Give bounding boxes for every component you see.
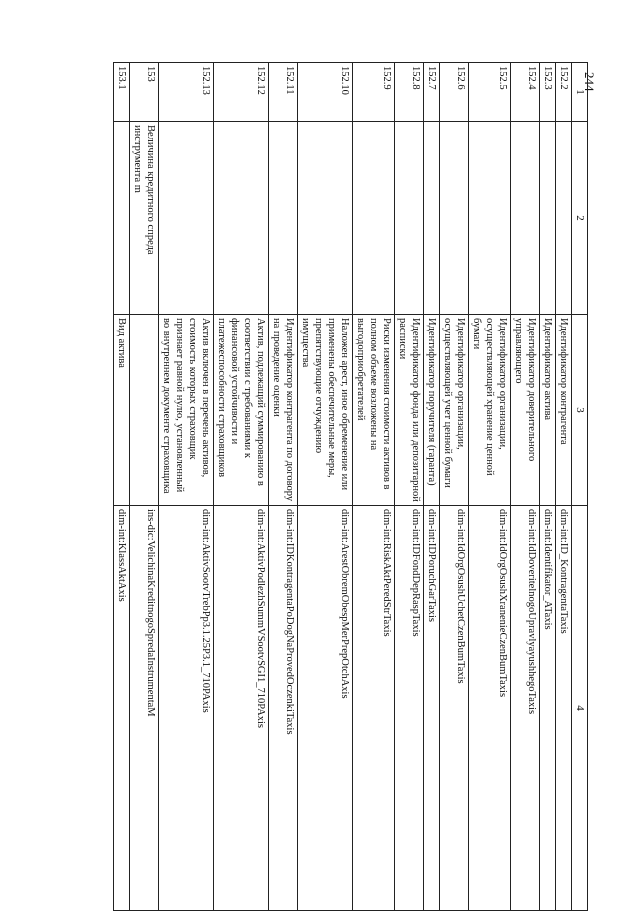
row-code-cell: 152.7: [424, 63, 440, 122]
row-axis-cell: dim-int:IdOrgOsushUchetCzenBumTaxis: [440, 506, 469, 911]
row-description-cell: Актив включен в перечень активов, стоимость которых страховщик признает равной нулю, установленный во внутреннем документе страховщика: [159, 315, 214, 506]
row-code-cell: 152.10: [298, 63, 353, 122]
row-code-cell: 152.5: [469, 63, 511, 122]
page-number: 244: [582, 72, 597, 92]
table-row: [130, 63, 159, 911]
row-description-cell: Идентификатор поручителя (гаранта): [424, 315, 440, 506]
header-cell-3: 3: [572, 315, 588, 506]
header-cell-4: 4: [572, 506, 588, 911]
row-axis-cell: dim-int:ArestObremObespMerPrepOtchAxis: [298, 506, 353, 911]
row-code-cell: 152.4: [511, 63, 540, 122]
row-code-cell: 152.11: [269, 63, 298, 122]
row-name-cell: [511, 122, 540, 315]
row-name-cell: [440, 122, 469, 315]
row-description-cell: Идентификатор организации, осуществляющей учет ценной бумаги: [440, 315, 469, 506]
row-description-cell: Наложен арест, иное обременение или применены обеспечительные меры, препятствующие отчуждению имущества: [298, 315, 353, 506]
row-description-cell: Идентификатор фонда или депозитарной расписки: [395, 315, 424, 506]
table-row: [269, 63, 298, 911]
row-description-cell: Идентификатор актива: [540, 315, 556, 506]
row-description-cell: Идентификатор организации, осуществляющей хранение ценной бумаги: [469, 315, 511, 506]
header-cell-1: 1: [572, 63, 588, 122]
row-name-cell: [159, 122, 214, 315]
row-code-cell: 152.2: [556, 63, 572, 122]
row-code-cell: 152.13: [159, 63, 214, 122]
table-row: [214, 63, 269, 911]
row-axis-cell: dim-int:IDFondDepRaspTaxis: [395, 506, 424, 911]
table-row: [540, 63, 556, 911]
row-code-cell: 152.8: [395, 63, 424, 122]
row-description-cell: [130, 315, 159, 506]
row-code-cell: 152.9: [353, 63, 395, 122]
row-code-cell: 152.6: [440, 63, 469, 122]
row-description-cell: Вид актива: [114, 315, 130, 506]
row-axis-cell: dim-int:Identifikator_ATaxis: [540, 506, 556, 911]
row-axis-cell: dim-int:IDPoruchGarTaxis: [424, 506, 440, 911]
row-name-cell: [353, 122, 395, 315]
row-axis-cell: dim-int:AktivSootvTrebPp3.1.25P3.1_710PAxis: [159, 506, 214, 911]
row-axis-cell: dim-int:RiskAktPeredStrTaxis: [353, 506, 395, 911]
row-name-cell: [556, 122, 572, 315]
table-row: [114, 63, 130, 911]
row-name-cell: Величина кредитного спреда инструмента m: [130, 122, 159, 315]
row-axis-cell: dim-int:IDKontragentaPoDogNaProvedOczenkiTaxis: [269, 506, 298, 911]
row-description-cell: Идентификатор доверительного управляющего: [511, 315, 540, 506]
row-name-cell: [269, 122, 298, 315]
table-row: [469, 63, 511, 911]
row-description-cell: Идентификатор контрагента: [556, 315, 572, 506]
row-name-cell: [469, 122, 511, 315]
row-name-cell: [395, 122, 424, 315]
header-cell-2: 2: [572, 122, 588, 315]
row-code-cell: 152.12: [214, 63, 269, 122]
row-name-cell: [540, 122, 556, 315]
table-row: [298, 63, 353, 911]
rotated-table-container: [60, 62, 588, 882]
table-row: [511, 63, 540, 911]
table-row: [353, 63, 395, 911]
table-header-row: [572, 63, 588, 911]
row-name-cell: [114, 122, 130, 315]
row-axis-cell: dim-int:KlassAktAxis: [114, 506, 130, 911]
row-name-cell: [298, 122, 353, 315]
row-name-cell: [424, 122, 440, 315]
row-description-cell: Риски изменения стоимости активов в полном объеме возложены на выгодоприобретателей: [353, 315, 395, 506]
data-table: [113, 62, 588, 911]
row-name-cell: [214, 122, 269, 315]
table-row: [556, 63, 572, 911]
row-axis-cell: dim-int:AktivPodlezhSummVSootvSGI1_710PAxis: [214, 506, 269, 911]
table-row: [159, 63, 214, 911]
row-axis-cell: ins-dic:VelichinaKreditnogoSpredaInstrumentaM: [130, 506, 159, 911]
row-code-cell: 153: [130, 63, 159, 122]
row-axis-cell: dim-int:IdDoveritelnogoUpravlyayushhegoTaxis: [511, 506, 540, 911]
row-description-cell: Актив, подлежащий суммированию в соответствии с требованиями к финансовой устойчивости и платежеспособности страховщиков: [214, 315, 269, 506]
row-description-cell: Идентификатор контрагента по договору на проведение оценки: [269, 315, 298, 506]
table-row: [395, 63, 424, 911]
row-code-cell: 153.1: [114, 63, 130, 122]
row-axis-cell: dim-int:ID_KontragentaTaxis: [556, 506, 572, 911]
row-axis-cell: dim-int:IdOrgOsushXranenieCzenBumTaxis: [469, 506, 511, 911]
row-code-cell: 152.3: [540, 63, 556, 122]
table-row: [440, 63, 469, 911]
table-row: [424, 63, 440, 911]
